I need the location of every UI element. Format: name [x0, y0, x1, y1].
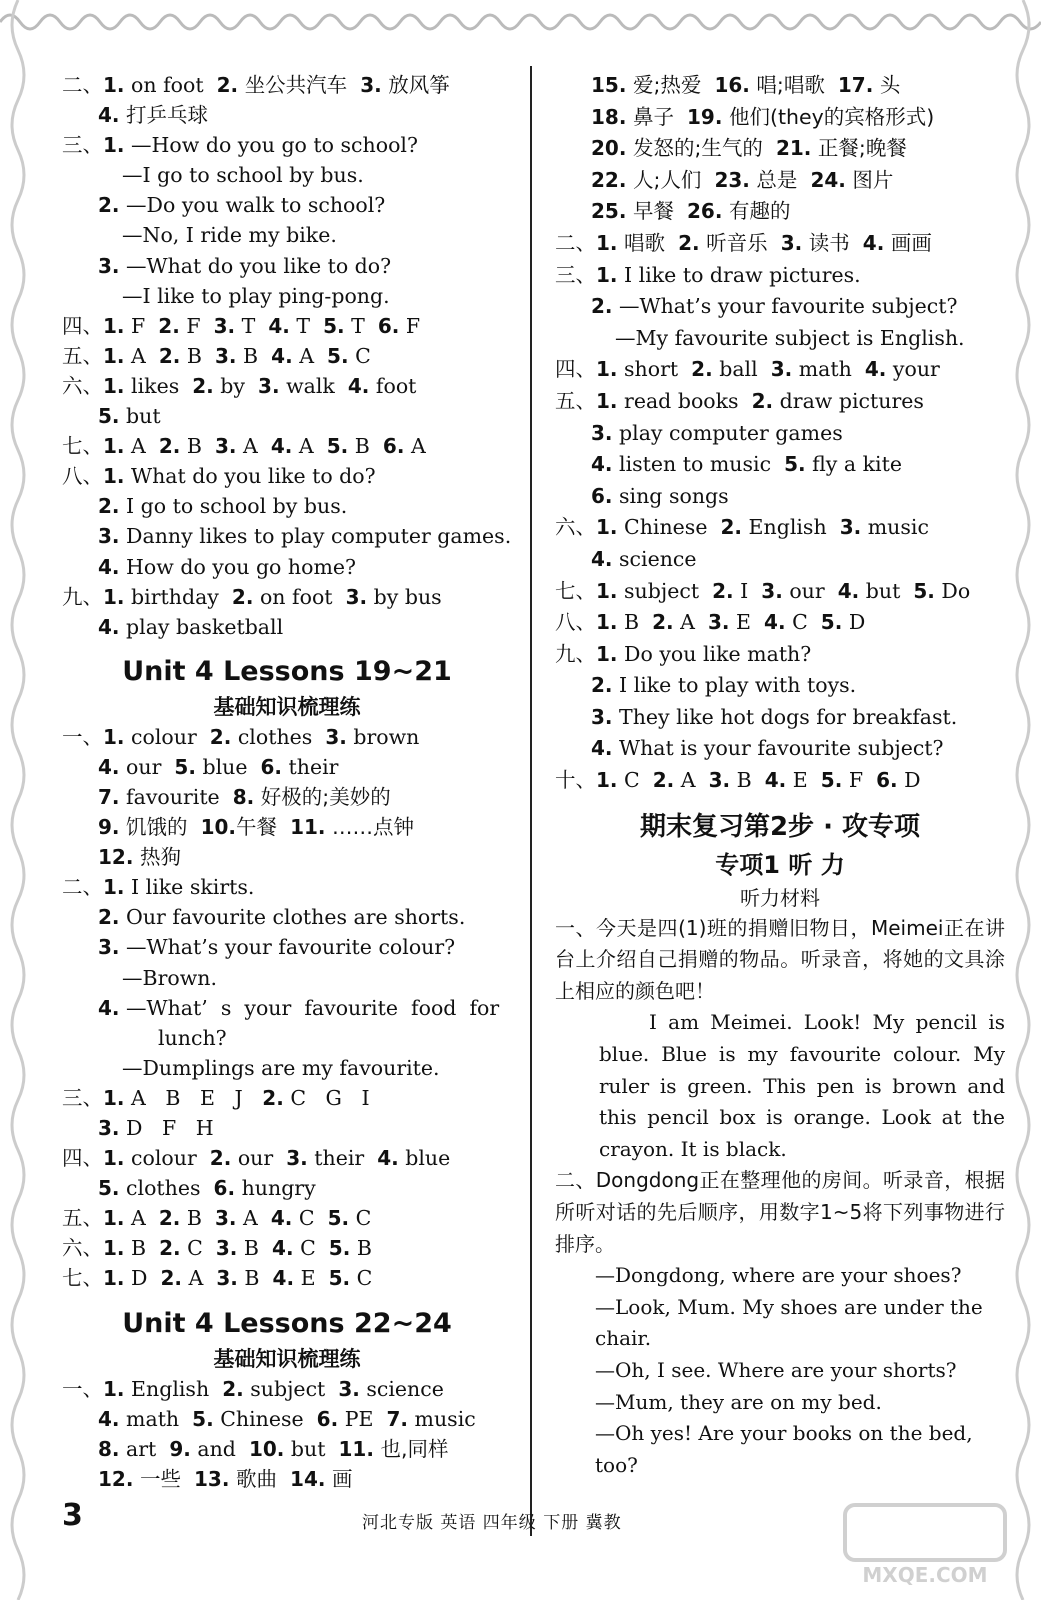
answer-line: 3. They like hot dogs for breakfast. — [591, 704, 958, 729]
answer-line: 2. —Do you walk to school? — [98, 193, 386, 218]
answer-line: 六、1. likes 2. by 3. walk 4. foot — [62, 373, 417, 398]
answer-line: 5. clothes 6. hungry — [98, 1176, 316, 1201]
unit-heading-lessons-19-21: Unit 4 Lessons 19~21 — [122, 655, 452, 687]
answer-line: 20. 发怒的;生气的 21. 正餐;晚餐 — [591, 136, 907, 161]
decorative-wave-border-right — [1005, 0, 1041, 1600]
answer-line: 3. —What’s your favourite colour? — [98, 935, 456, 960]
answer-line: 九、1. birthday 2. on foot 3. by bus — [62, 584, 442, 609]
answer-line: —No, I ride my bike. — [122, 223, 337, 248]
answer-line: 2. —What’s your favourite subject? — [591, 294, 958, 319]
answer-line: 二、1. 唱歌 2. 听音乐 3. 读书 4. 画画 — [555, 230, 932, 255]
answer-line: 6. sing songs — [591, 483, 729, 508]
answer-line: 12. 热狗 — [98, 845, 181, 870]
answer-line: 二、1. I like skirts. — [62, 875, 255, 900]
unit-subheading: 基础知识梳理练 — [213, 694, 361, 719]
right-column — [555, 70, 1005, 1481]
answer-line: 3. D F H — [98, 1116, 214, 1140]
answer-line: 一、1. colour 2. clothes 3. brown — [62, 724, 420, 749]
unit-subheading: 基础知识梳理练 — [213, 1346, 361, 1371]
answer-line: 8. art 9. and 10. but 11. 也,同样 — [98, 1436, 449, 1461]
answer-line: 3. play computer games — [591, 420, 843, 445]
page-number: 3 — [62, 1498, 83, 1533]
answer-line: 五、1. read books 2. draw pictures — [555, 388, 924, 413]
answer-line: 三、1. I like to draw pictures. — [555, 262, 861, 287]
answer-line: 八、1. B 2. A 3. E 4. C 5. D — [555, 610, 866, 635]
question-1-intro: 一、今天是四(1)班的捐赠旧物日，Meimei正在讲台上介绍自己捐赠的物品。听录音，将她的文具涂上相应的颜色吧！ — [555, 915, 1005, 1003]
answer-list-continued — [555, 70, 1005, 797]
answer-line: 4. play basketball — [98, 614, 284, 639]
answer-line: 4. math 5. Chinese 6. PE 7. music — [98, 1406, 476, 1431]
column-divider — [530, 66, 532, 1536]
answer-line: 四、1. short 2. ball 3. math 4. your — [555, 357, 940, 382]
answer-line: 4. our 5. blue 6. their — [98, 754, 339, 779]
answer-line: 四、1. F 2. F 3. T 4. T 5. T 6. F — [62, 313, 421, 338]
answer-line: —Brown. — [122, 965, 217, 990]
answer-line: 12. 一些 13. 歌曲 14. 画 — [98, 1466, 353, 1491]
answer-line: 4. —What’ s your favourite food for — [98, 995, 500, 1020]
page-footer — [62, 1498, 962, 1538]
answer-line: 25. 早餐 26. 有趣的 — [591, 199, 791, 224]
answer-line: 7. favourite 8. 好极的;美妙的 — [98, 784, 391, 809]
section-heading: 期末复习第2步 · 攻专项 — [639, 811, 921, 842]
listening-material-heading: 听力材料 — [740, 885, 820, 910]
answer-line: 3. Danny likes to play computer games. — [98, 524, 512, 549]
answer-line: 六、1. Chinese 2. English 3. music — [555, 515, 929, 540]
answer-line: 三、1. —How do you go to school? — [62, 133, 418, 158]
answer-line: —I like to play ping-pong. — [122, 283, 390, 308]
answer-list-unit3 — [62, 70, 512, 642]
answer-line: —Dumplings are my favourite. — [122, 1055, 440, 1080]
answer-line: 2. I go to school by bus. — [98, 494, 348, 519]
answer-line: 15. 爱;热爱 16. 唱;唱歌 17. 头 — [591, 73, 901, 97]
watermark-text: MXQE.COM — [862, 1563, 988, 1587]
watermark-logo — [840, 1500, 1010, 1590]
answer-line: —I go to school by bus. — [122, 163, 364, 188]
left-column — [62, 70, 512, 1494]
answer-line: 5. but — [98, 404, 161, 429]
answer-line: lunch? — [158, 1025, 227, 1050]
question-1-transcript: I am Meimei. Look! My pencil is blue. Blue is my favourite colour. My ruler is green. This pen is brown and this pencil box is orange. Look at the crayon. It is black. — [599, 1010, 1005, 1161]
answer-line: 2. Our favourite clothes are shorts. — [98, 905, 466, 930]
answer-line: 4. What is your favourite subject? — [591, 736, 944, 761]
answer-line: 3. —What do you like to do? — [98, 253, 392, 278]
decorative-wave-border-top — [0, 0, 1041, 40]
answer-line: 4. listen to music 5. fly a kite — [591, 452, 902, 477]
answer-line: 八、1. What do you like to do? — [62, 464, 376, 489]
answer-line: 一、1. English 2. subject 3. science — [62, 1376, 444, 1401]
answer-line: —My favourite subject is English. — [615, 325, 965, 350]
dialogue-line: —Mum, they are on my bed. — [595, 1389, 882, 1414]
answer-line: 9. 饥饿的 10.午餐 11. ……点钟 — [98, 815, 415, 840]
answer-line: 18. 鼻子 19. 他们(they的宾格形式) — [591, 104, 935, 129]
decorative-wave-border-left — [0, 0, 36, 1600]
answer-line: 四、1. colour 2. our 3. their 4. blue — [62, 1146, 451, 1171]
unit-heading-lessons-22-24: Unit 4 Lessons 22~24 — [122, 1307, 452, 1339]
answer-line: 二、1. on foot 2. 坐公共汽车 3. 放风筝 — [62, 73, 450, 97]
answer-line: 22. 人;人们 23. 总是 24. 图片 — [591, 167, 894, 192]
answer-line: 2. I like to play with toys. — [591, 673, 857, 698]
answer-line: 七、1. D 2. A 3. B 4. E 5. C — [62, 1266, 373, 1291]
answer-line: 五、1. A 2. B 3. A 4. C 5. C — [62, 1206, 372, 1231]
answer-line: 五、1. A 2. B 3. B 4. A 5. C — [62, 343, 371, 368]
footer-text: 河北专版 英语 四年级 下册 冀教 — [362, 1513, 622, 1533]
answer-list-lessons-22-24 — [62, 1374, 512, 1494]
question-2-intro: 二、Dongdong正在整理他的房间。听录音，根据所听对话的先后顺序，用数字1~5将下列事物进行排序。 — [555, 1168, 1005, 1256]
answer-list-lessons-19-21 — [62, 722, 512, 1294]
section-subheading: 专项1 听 力 — [715, 850, 845, 879]
answer-line: 六、1. B 2. C 3. B 4. C 5. B — [62, 1236, 372, 1261]
answer-line: 三、1. A B E J 2. C G I — [62, 1085, 370, 1110]
dialogue-line: —Look, Mum. My shoes are under the chair. — [595, 1294, 983, 1351]
dialogue-line: —Dongdong, where are your shoes? — [595, 1263, 962, 1288]
answer-line: 4. science — [591, 546, 697, 571]
dialogue-line: —Oh yes! Are your books on the bed, too? — [595, 1421, 973, 1477]
answer-line: 七、1. subject 2. I 3. our 4. but 5. Do — [555, 578, 971, 603]
question-2-transcript — [555, 1260, 1005, 1481]
answer-line: 4. How do you go home? — [98, 554, 357, 579]
dialogue-line: —Oh, I see. Where are your shorts? — [595, 1357, 957, 1382]
answer-line: 4. 打乒乓球 — [98, 103, 209, 128]
answer-line: 十、1. C 2. A 3. B 4. E 5. F 6. D — [555, 768, 921, 793]
answer-line: 九、1. Do you like math? — [555, 641, 812, 666]
answer-line: 七、1. A 2. B 3. A 4. A 5. B 6. A — [62, 434, 426, 459]
